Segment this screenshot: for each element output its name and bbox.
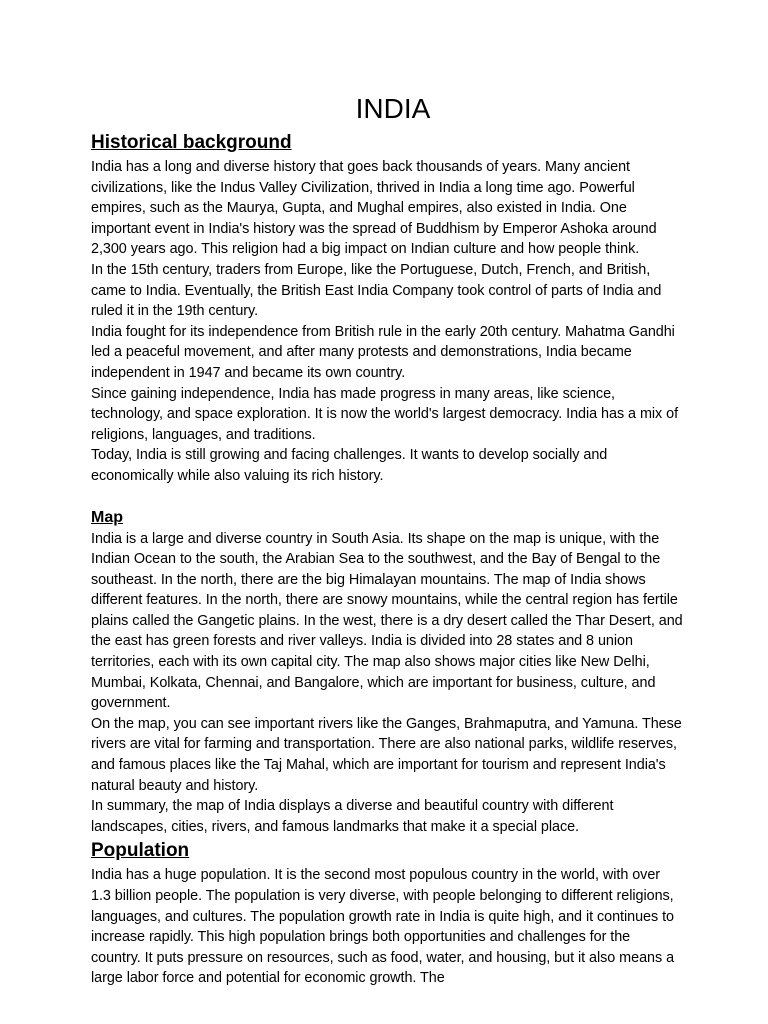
document-title: INDIA (355, 93, 431, 124)
history-paragraph-5: Today, India is still growing and facing challenges. It wants to develop socially and economically while also valuing its rich history. (91, 447, 608, 484)
heading-map: Map (91, 508, 123, 526)
heading-historical-background: Historical background (91, 132, 292, 153)
history-paragraph-4: Since gaining independence, India has made progress in many areas, like science, technology, and space exploration. It is now the world's largest democracy. India has a mix of religions, languages, and traditions. (91, 385, 679, 443)
map-paragraph-3: In summary, the map of India displays a diverse and beautiful country with different landscapes, cities, rivers, and famous landmarks that make it a special place. (91, 798, 614, 835)
map-paragraph-1: India is a large and diverse country in South Asia. Its shape on the map is unique, with the Indian Ocean to the south, the Arabian Sea to the southwest, and the Bay of Bengal to the southeast. In the north, there are the big Himalayan mountains. The map of India shows different features. In the north, there are snowy mountains, while the central region has fertile plains called the Gangetic plains. In the west, there is a dry desert called the Thar Desert, and the east has green forests and river valleys. India is divided into 28 states and 8 union territories, each with its own capital city. The map also shows major cities like New Delhi, Mumbai, Kolkata, Chennai, and Bangalore, which are important for business, culture, and government. (91, 530, 683, 712)
history-paragraph-2: In the 15th century, traders from Europe, like the Portuguese, Dutch, French, and British, came to India. Eventually, the British East India Company took control of parts of India and ruled it in the 19th century. (91, 261, 662, 320)
population-paragraph-1: India has a huge population. It is the second most populous country in the world, with over 1.3 billion people. The population is very diverse, with people belonging to different religions, languages, and cultures. The population growth rate in India is quite high, and it continues to increase rapidly. This high population brings both opportunities and challenges for the country. It puts pressure on resources, such as food, water, and housing, but it also means a large labor force and potential for economic growth. The (91, 867, 675, 987)
heading-population: Population (91, 840, 190, 862)
section-map (91, 508, 683, 838)
document-page (91, 90, 683, 989)
section-historical-background (91, 132, 683, 487)
history-paragraph-1: India has a long and diverse history that goes back thousands of years. Many ancient civilizations, like the Indus Valley Civilization, thrived in India a long time ago. Powerful empires, such as the Maurya, Gupta, and Mughal empires, also existed in India. One important event in India's history was the spread of Buddhism by Emperor Ashoka around 2,300 years ago. This religion had a big impact on Indian culture and how people think. (91, 159, 657, 258)
map-paragraph-2: On the map, you can see important rivers like the Ganges, Brahmaputra, and Yamuna. These rivers are vital for farming and transportation. There are also national parks, wildlife reserves, and famous places like the Taj Mahal, which are important for tourism and represent India's natural beauty and history. (91, 715, 682, 794)
section-population (91, 840, 683, 989)
spacer (91, 487, 683, 508)
history-paragraph-3: India fought for its independence from British rule in the early 20th century. Mahatma Gandhi led a peaceful movement, and after many protests and demonstrations, India became independent in 1947 and became its own country. (91, 323, 675, 381)
